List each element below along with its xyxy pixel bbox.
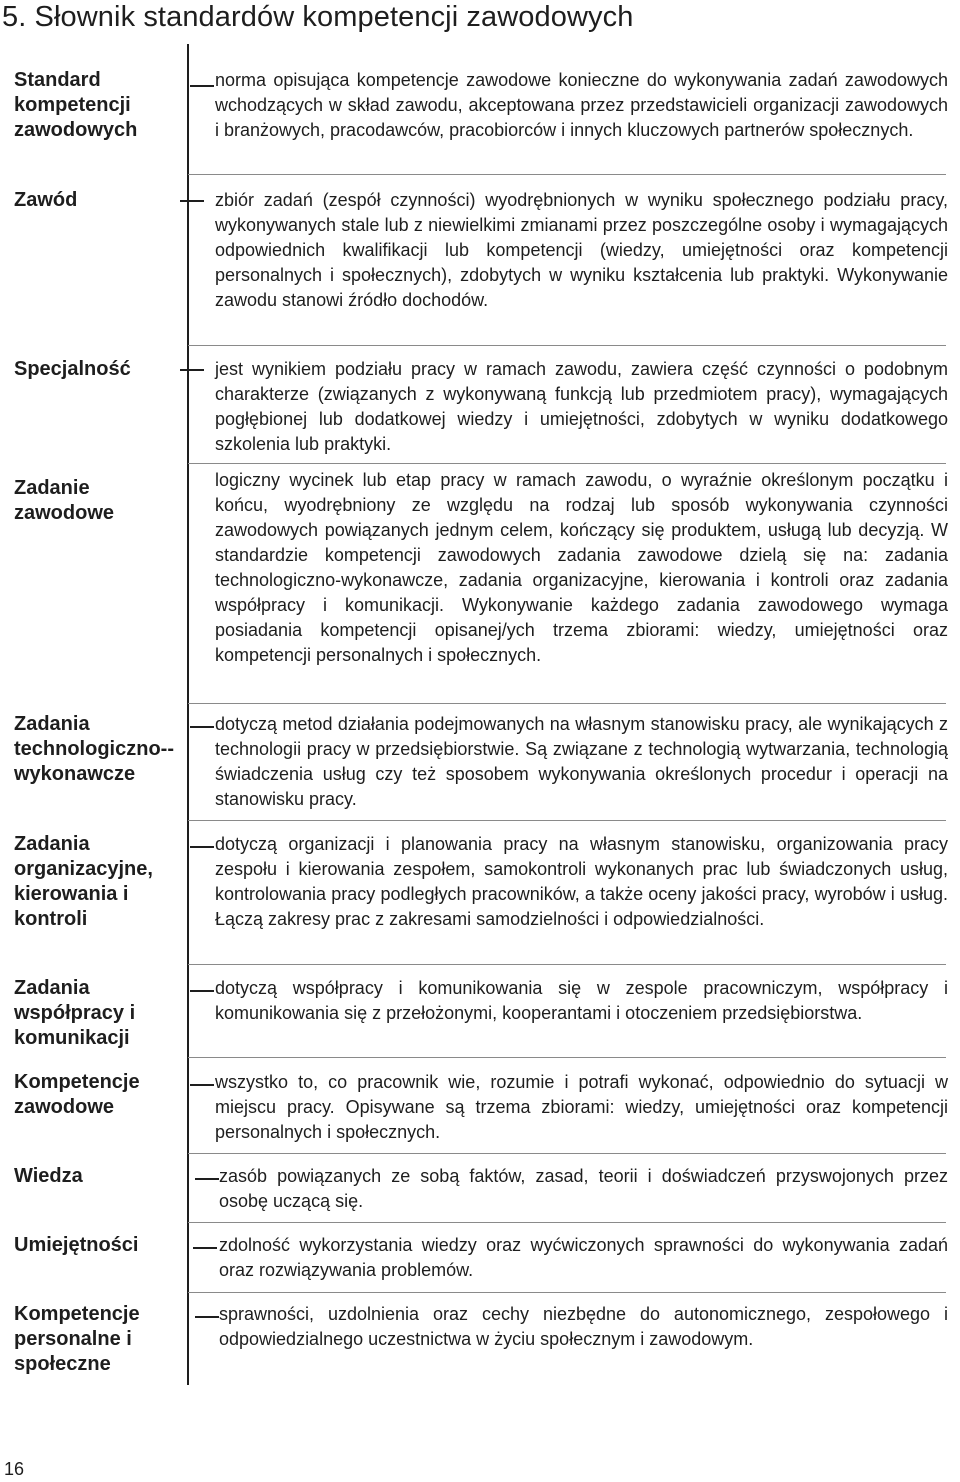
dash-icon xyxy=(195,1316,219,1318)
term-wiedza: Wiedza xyxy=(14,1165,83,1187)
row-divider xyxy=(188,1222,946,1223)
dash-icon xyxy=(190,726,214,728)
row-divider xyxy=(188,703,946,704)
definition-specjalnosc: jest wynikiem podziału pracy w ramach zawodu, zawiera część czynności o podobnym charakterze (związanych z wykonywaną funkcją lub przedmiotem pracy), wymagających pogłębionej lub dodatkowej wiedzy i umiejętności, zdobytych w wyniku dodatkowego szkolenia lub praktyki. xyxy=(215,359,948,454)
row-divider xyxy=(188,463,946,464)
term-specjalnosc: Specjalność xyxy=(14,358,131,380)
dash-icon xyxy=(180,369,204,371)
definition-zawod: zbiór zadań (zespół czynności) wyodrębnionych w wyniku społecznego podziału pracy, wykonywanych stale lub z niewielkimi zmianami przez poszczególne osoby i wymagających odpowiednich kwalifikacji lub kompetencji (wiedzy, umiejętności oraz kompetencji personalnych i społecznych), zdobytych w wyniku kształcenia lub praktyki. Wykonywanie zawodu stanowi źródło dochodów. xyxy=(215,190,948,310)
definition-standard-kompetencji: norma opisująca kompetencje zawodowe konieczne do wykonywania zadań zawodowych wchodzących w skład zawodu, akceptowana przez przedstawicieli organizacji zawodowych i branżowych, pracodawców, pracobiorców i innych kluczowych partnerów społecznych. xyxy=(215,70,948,140)
definition-umiejetnosci: zdolność wykorzystania wiedzy oraz wyćwiczonych sprawności do wykonywania zadań oraz rozwiązywania problemów. xyxy=(219,1235,948,1280)
dash-icon xyxy=(190,990,214,992)
definition-zadania-wspolpracy: dotyczą współpracy i komunikowania się w zespole pracowniczym, współpracy i komunikowania się z przełożonymi, kooperantami i otoczeniem przedsiębiorstwa. xyxy=(215,978,948,1023)
definition-kompetencje-zawodowe: wszystko to, co pracownik wie, rozumie i potrafi wykonać, odpowiednio do sytuacji w miejscu pracy. Opisywane są trzema zbiorami: wiedzy, umiejętności oraz kompetencji personalnych i społecznych. xyxy=(215,1072,948,1142)
row-divider xyxy=(188,1057,946,1058)
dash-icon xyxy=(190,85,214,87)
dash-icon xyxy=(195,1178,219,1180)
term-zadania-organizacyjne: Zadania organizacyjne, kierowania i kontroli xyxy=(14,833,153,930)
term-zadania-technologiczno-wykonawcze: Zadania technologiczno--wykonawcze xyxy=(14,713,174,785)
row-divider xyxy=(188,1153,946,1154)
vertical-divider xyxy=(187,44,189,1385)
dash-icon xyxy=(190,1084,214,1086)
term-zawod: Zawód xyxy=(14,189,78,211)
row-divider xyxy=(188,345,946,346)
row-divider xyxy=(188,820,946,821)
page-title: 5. Słownik standardów kompetencji zawodowych xyxy=(2,1,634,33)
page-number: 16 xyxy=(4,1459,25,1479)
term-kompetencje-personalne: Kompetencje personalne i społeczne xyxy=(14,1303,140,1375)
dash-icon xyxy=(190,846,214,848)
definition-kompetencje-personalne: sprawności, uzdolnienia oraz cechy niezbędne do autonomicznego, zespołowego i odpowiedzialnego uczestnictwa w życiu społecznym i zawodowym. xyxy=(219,1304,948,1349)
term-zadanie-zawodowe: Zadanie zawodowe xyxy=(14,477,115,524)
term-zadania-wspolpracy: Zadania współpracy i komunikacji xyxy=(14,977,136,1049)
row-divider xyxy=(188,174,946,175)
definition-zadania-organizacyjne: dotyczą organizacji i planowania pracy na własnym stanowisku, organizowania pracy zespołu i kierowania zespołem, samokontroli wykonanych prac lub świadczonych usług, kontrolowania pracy podległych pracowników, a także oceny jakości pracy, wyrobów i usług. Łączą zakresy prac z zakresami samodzielności i odpowiedzialności. xyxy=(215,834,948,929)
definition-zadanie-zawodowe: logiczny wycinek lub etap pracy w ramach zawodu, o wyraźnie określonym początku i końcu, wyodrębniony ze względu na rodzaj lub sposób wykonywania czynności zawodowych powiązanych jednym celem, kończący się produktem, usługą lub decyzją. W standardzie kompetencji zawodowych zadania zawodowe dzielą się na: zadania technologiczno-wykonawcze, zadania organizacyjne, kierowania i kontroli oraz zadania współpracy i komunikacji. Wykonywanie każdego zadania zawodowego wymaga posiadania kompetencji opisanej/ych trzema zbiorami: wiedzy, umiejętności oraz kompetencji personalnych i społecznych. xyxy=(215,470,948,665)
term-umiejetnosci: Umiejętności xyxy=(14,1234,139,1256)
term-kompetencje-zawodowe: Kompetencje zawodowe xyxy=(14,1071,140,1118)
dash-icon xyxy=(193,1247,217,1249)
row-divider xyxy=(188,964,946,965)
dash-icon xyxy=(180,200,204,202)
definition-wiedza: zasób powiązanych ze sobą faktów, zasad, teorii i doświadczeń przyswojonych przez osobę uczącą się. xyxy=(219,1166,948,1211)
term-standard-kompetencji: Standard kompetencji zawodowych xyxy=(14,69,138,141)
row-divider xyxy=(188,1292,946,1293)
definition-zadania-technologiczno-wykonawcze: dotyczą metod działania podejmowanych na własnym stanowisku pracy, ale wynikających z technologii pracy w przedsiębiorstwie. Są związane z technologią wytwarzania, technologią świadczenia usług czy też sposobem wykonywania określonych procedur i operacji na stanowisku pracy. xyxy=(215,714,948,809)
